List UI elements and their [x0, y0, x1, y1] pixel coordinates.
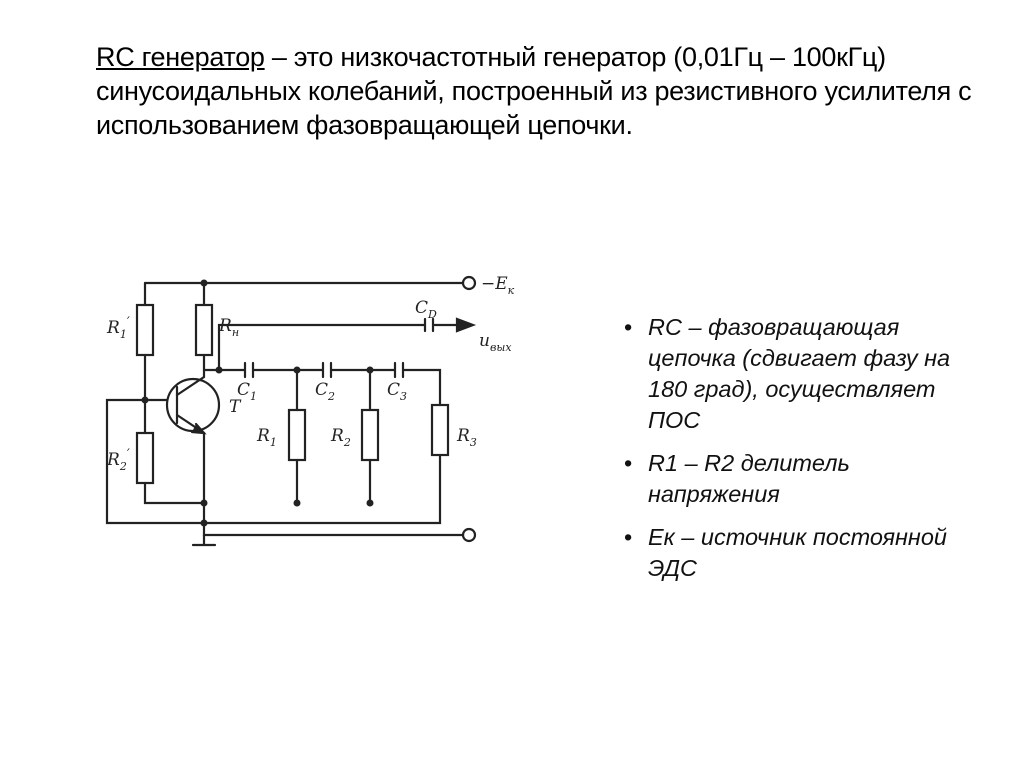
label-c1: $C_1$ [237, 380, 258, 403]
label-r3: $R_3$ [457, 426, 477, 449]
ground-terminal [463, 529, 475, 541]
slide-title [96, 40, 996, 142]
bullet-item [622, 312, 952, 436]
label-r2-prime: $R_2'$ [107, 447, 130, 473]
resistor-r2 [362, 410, 378, 460]
label-r2: $R_2$ [331, 426, 351, 449]
bullet-text: Ек – источник постоянной ЭДС [648, 524, 948, 581]
schematic-svg [95, 245, 550, 560]
output-arrow [457, 319, 473, 331]
label-transistor-t: T [229, 397, 241, 417]
label-rn: $R_н$ [219, 316, 240, 339]
capacitor-c2 [297, 363, 370, 377]
label-c3: $C_3$ [387, 380, 408, 403]
ek-terminal [463, 277, 475, 289]
bullet-item [622, 522, 952, 584]
bullet-dot: • [624, 314, 633, 340]
resistor-r3 [432, 405, 448, 455]
label-c2: $C_2$ [315, 380, 336, 403]
resistor-r1-prime [137, 305, 153, 355]
title-term: RC генератор [96, 42, 265, 72]
resistor-r1 [289, 410, 305, 460]
label-cd: $C_D$ [415, 298, 437, 321]
resistor-r2-prime [137, 433, 153, 483]
bullet-text: RC – фазовращающая цепочка (сдвигает фазу на 180 град), осуществляет ПОС [648, 314, 951, 433]
capacitor-c1 [245, 363, 253, 377]
bullet-text: R1 – R2 делитель напряжения [648, 450, 850, 507]
label-ek: $-E_к$ [481, 274, 515, 297]
ground-rail-wire [204, 503, 463, 535]
label-r1-prime: $R_1'$ [107, 315, 130, 341]
feedback-wire [107, 400, 440, 523]
transistor-t [167, 379, 219, 431]
title-definition: – это низкочастотный генератор (0,01Гц – 100кГц) синусоидальных колебаний, построенный из резистивного усилителя с использованием фазовращающей цепочки. [96, 42, 972, 140]
bullet-dot: • [624, 524, 633, 550]
bullet-dot: • [624, 450, 633, 476]
rc-oscillator-schematic [95, 245, 550, 560]
ground-symbol [193, 535, 215, 545]
label-r1: $R_1$ [257, 426, 277, 449]
bullet-list [622, 312, 952, 596]
label-uout: $u_{вых}$ [479, 331, 512, 354]
resistor-rn [196, 305, 212, 355]
bullet-item [622, 448, 952, 510]
